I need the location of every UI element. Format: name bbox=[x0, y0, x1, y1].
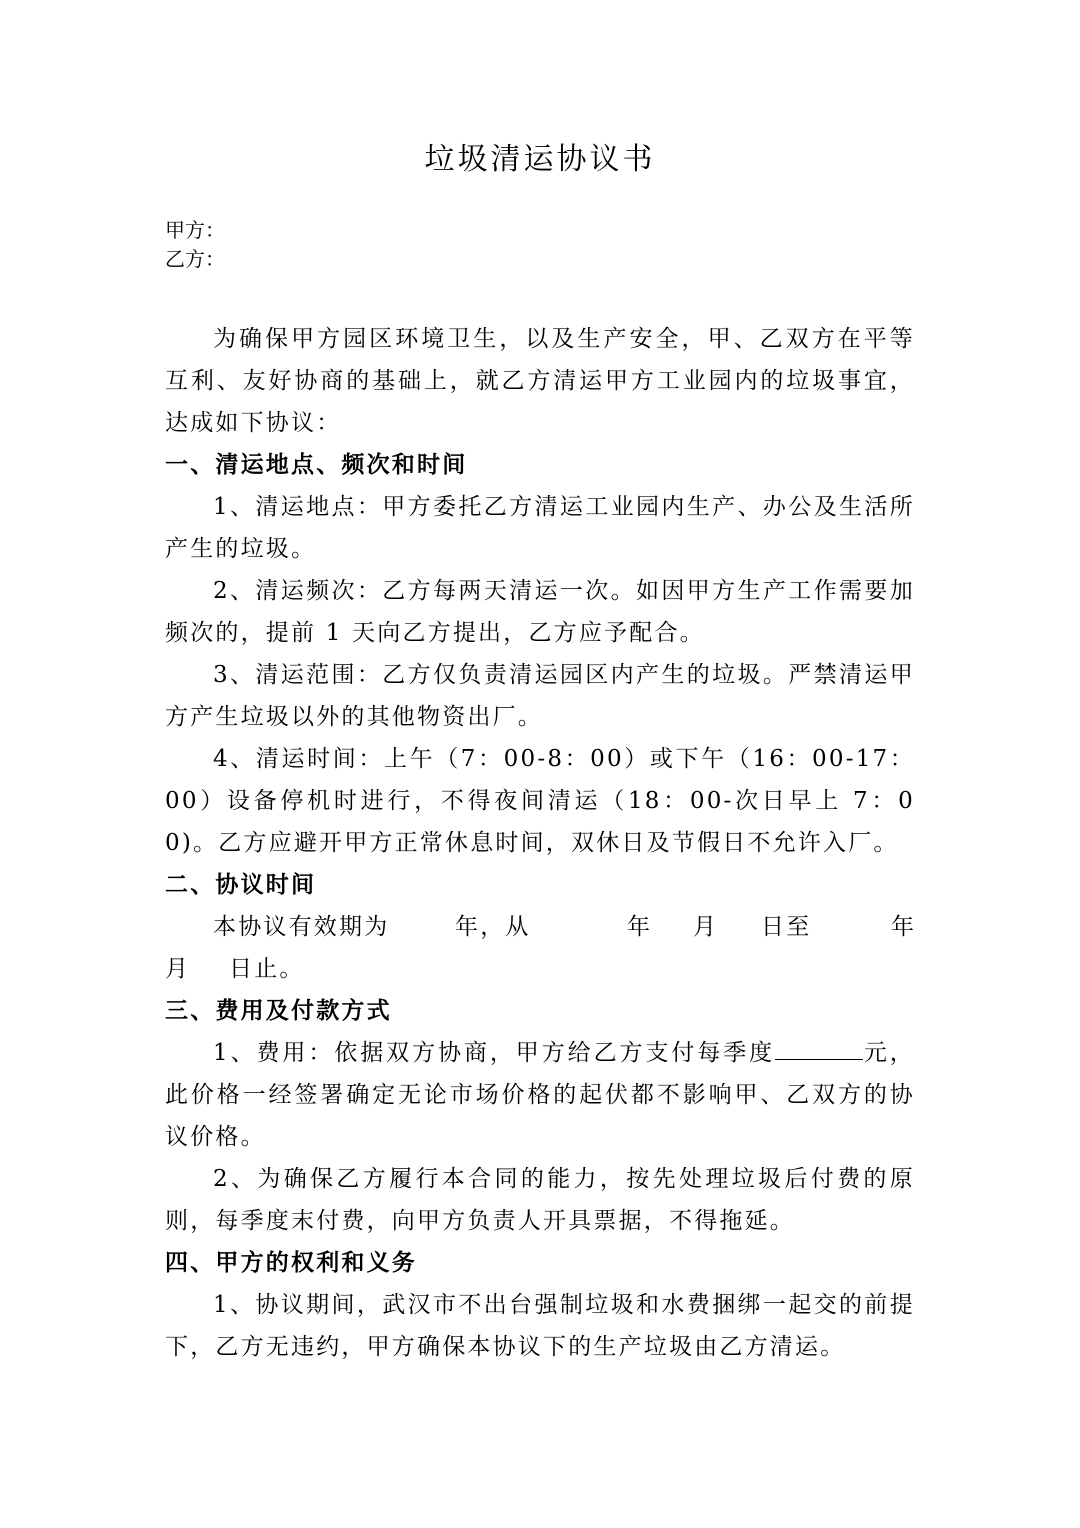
term-part: 日至 bbox=[761, 914, 812, 940]
section-heading-party-a-rights: 四、甲方的权利和义务 bbox=[165, 1249, 417, 1276]
clause-fee bbox=[165, 1032, 915, 1158]
fee-amount-blank bbox=[775, 1039, 863, 1060]
term-part: 年 bbox=[891, 914, 917, 940]
fee-text-after: 元，此价格一经签署确定无论市场价格的起伏都不影响甲、乙双方的协议价格。 bbox=[165, 1040, 915, 1150]
term-part: 月 bbox=[693, 914, 719, 940]
clause-party-a-rights: 1、协议期间，武汉市不出台强制垃圾和水费捆绑一起交的前提下，乙方无违约，甲方确保本协议下的生产垃圾由乙方清运。 bbox=[165, 1292, 915, 1360]
clause-scope: 3、清运范围：乙方仅负责清运园区内产生的垃圾。严禁清运甲方产生垃圾以外的其他物资出厂。 bbox=[165, 662, 915, 730]
section-heading-fees: 三、费用及付款方式 bbox=[165, 997, 392, 1024]
term-part: 本协议有效期为 bbox=[213, 914, 390, 940]
party-b-label: 乙方： bbox=[165, 247, 225, 271]
intro-paragraph: 为确保甲方园区环境卫生，以及生产安全，甲、乙双方在平等互利、友好协商的基础上，就乙方清运甲方工业园内的垃圾事宜，达成如下协议： bbox=[165, 326, 915, 436]
section-heading-term: 二、协议时间 bbox=[165, 871, 317, 898]
term-part: 年 bbox=[627, 914, 653, 940]
term-line-2 bbox=[165, 948, 915, 990]
fee-text-before: 1、费用：依据双方协商，甲方给乙方支付每季度 bbox=[213, 1040, 776, 1066]
section-heading-location-frequency-time: 一、清运地点、频次和时间 bbox=[165, 451, 468, 478]
clause-frequency: 2、清运频次：乙方每两天清运一次。如因甲方生产工作需要加频次的，提前 1 天向乙方提出，乙方应予配合。 bbox=[165, 578, 915, 646]
term-part: 月 bbox=[165, 956, 191, 982]
clause-location: 1、清运地点：甲方委托乙方清运工业园内生产、办公及生活所产生的垃圾。 bbox=[165, 494, 915, 562]
agreement-body bbox=[165, 318, 915, 1368]
term-part: 日止。 bbox=[229, 956, 305, 982]
document-title: 垃圾清运协议书 bbox=[424, 142, 656, 177]
party-a-label: 甲方： bbox=[165, 218, 225, 242]
clause-time: 4、清运时间：上午（7：00-8：00）或下午（16：00-17：00）设备停机时进行，不得夜间清运（18：00-次日早上 7：00)。乙方应避开甲方正常休息时间，双休日及节假日不允许入厂。 bbox=[165, 746, 915, 856]
term-line-1 bbox=[165, 906, 915, 948]
term-part: 年，从 bbox=[455, 914, 531, 940]
clause-payment: 2、为确保乙方履行本合同的能力，按先处理垃圾后付费的原则，每季度末付费，向甲方负责人开具票据，不得拖延。 bbox=[165, 1166, 915, 1234]
